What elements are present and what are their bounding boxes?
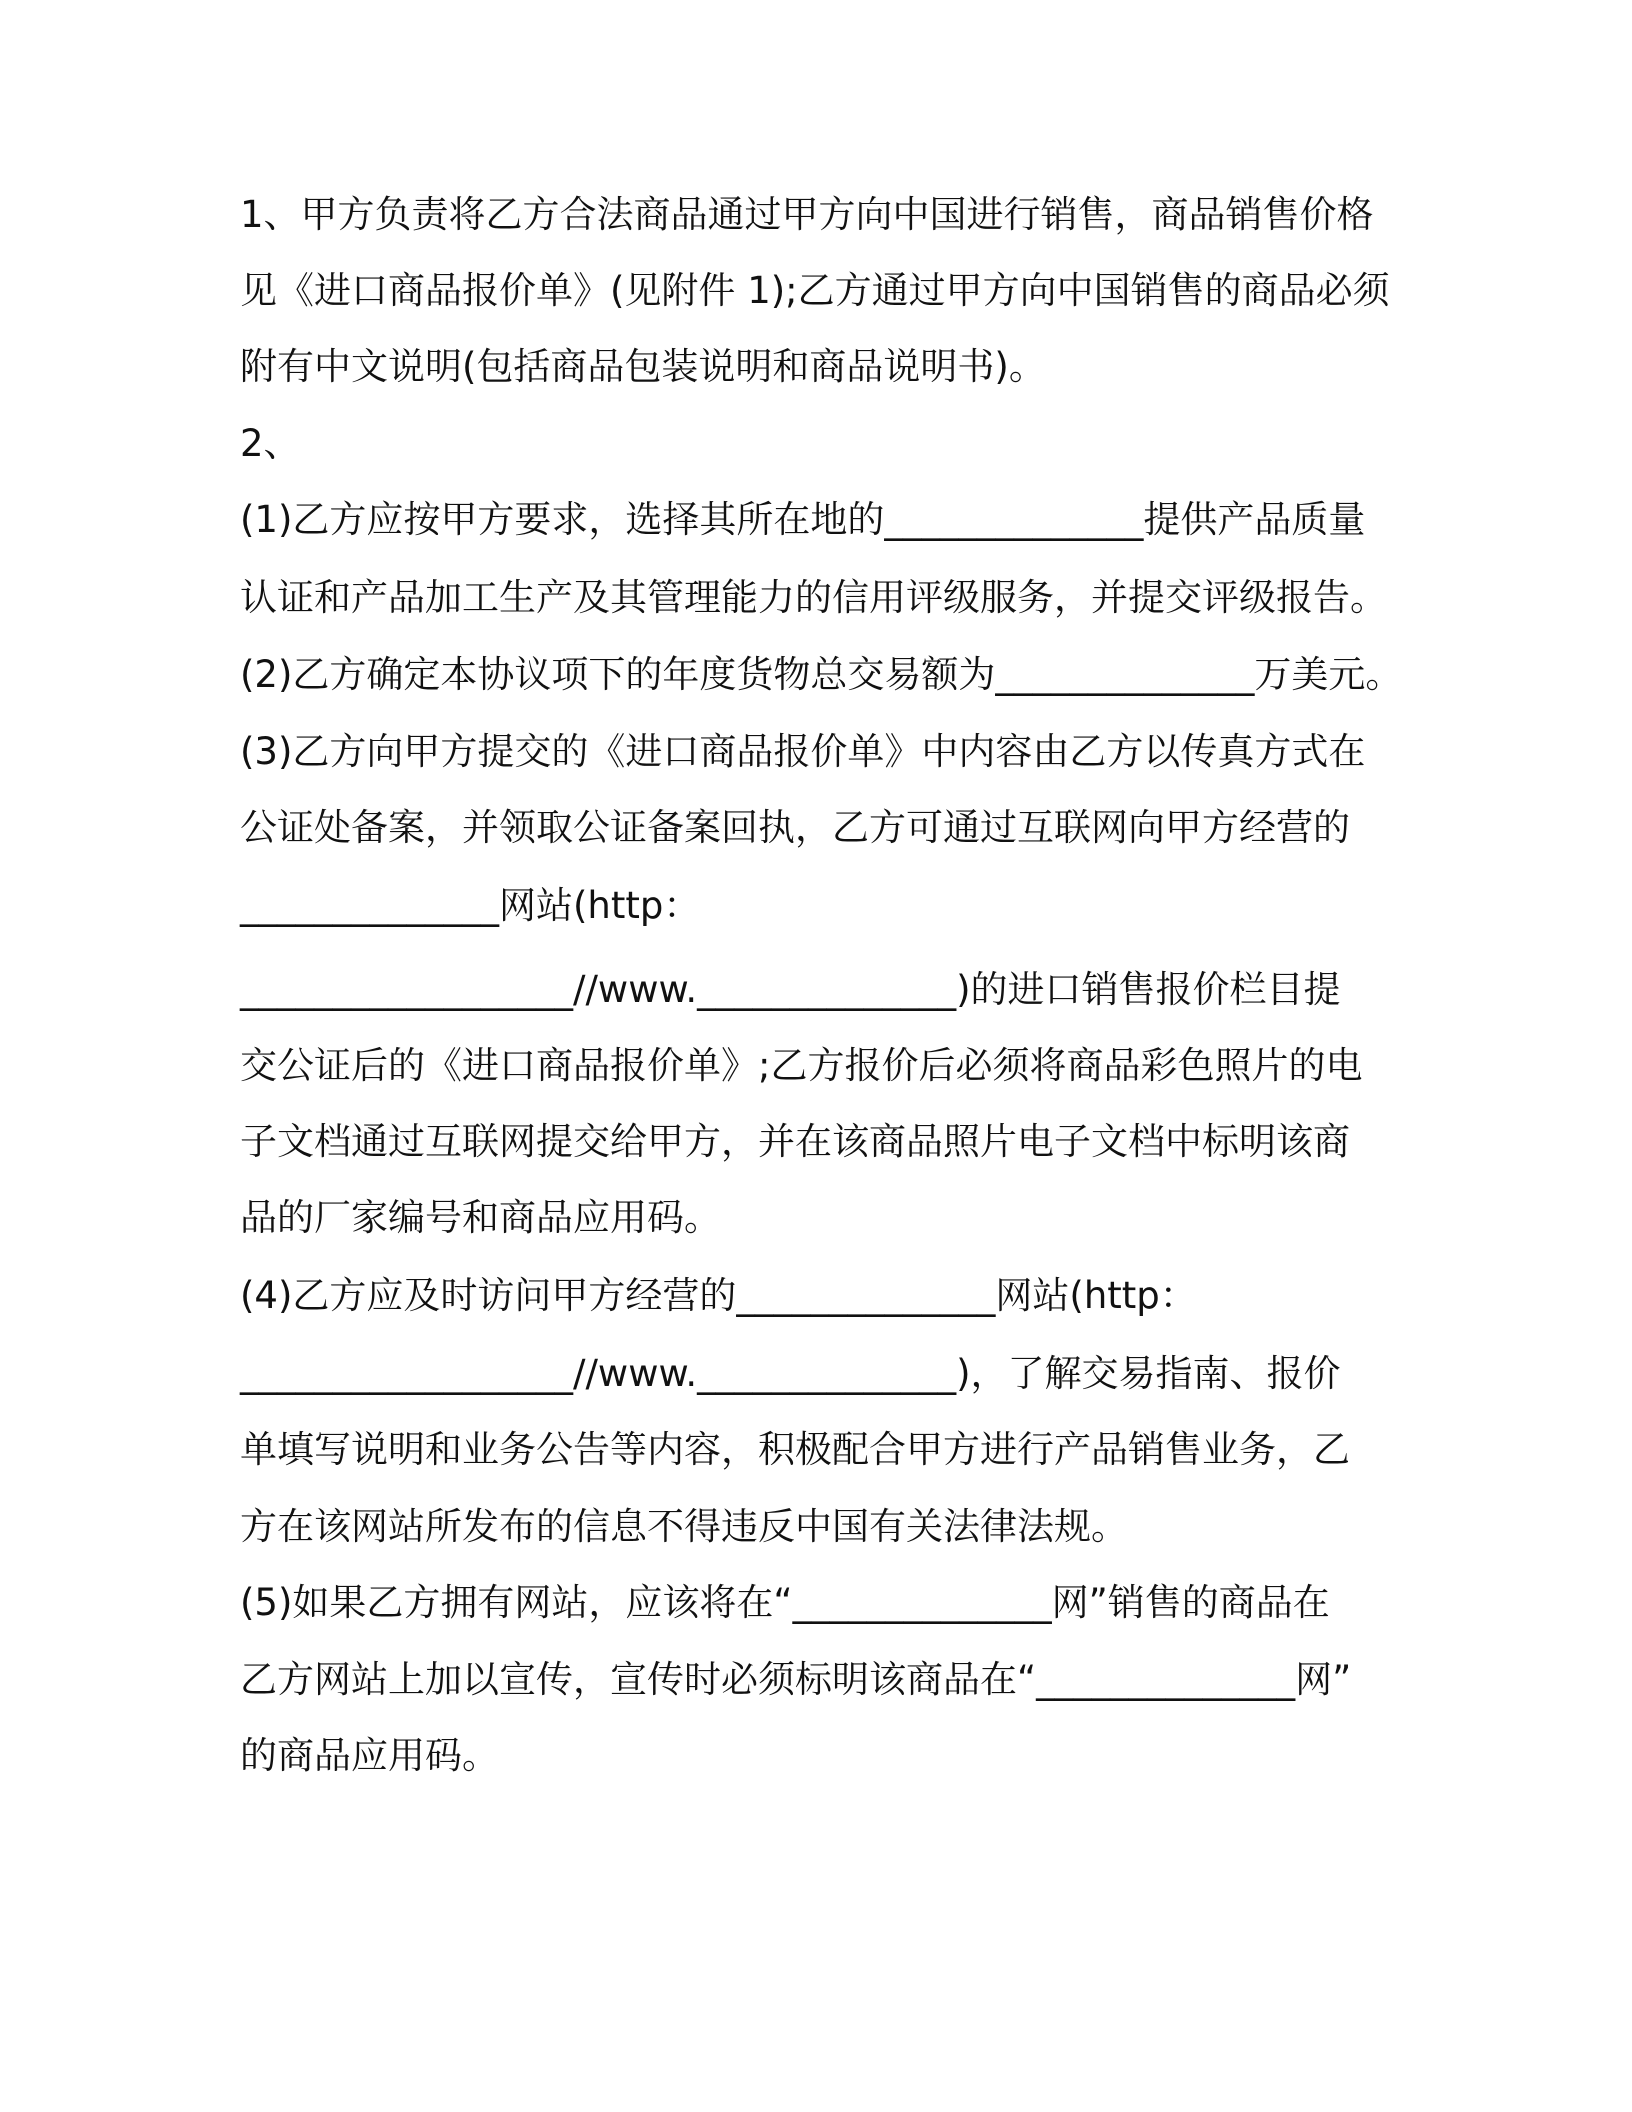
paragraph-line-19: (5)如果乙方拥有网站，应该将在“______________网”销售的商品在	[240, 1581, 1330, 1624]
paragraph-line-15: (4)乙方应及时访问甲方经营的______________网站(http：	[240, 1274, 1197, 1317]
paragraph-line-10: ______________网站(http：	[240, 884, 701, 927]
section-number-2: 2、	[240, 422, 301, 465]
paragraph-line-11: __________________//www.______________)的进口销售报价栏目提	[240, 968, 1341, 1011]
paragraph-line-9: 公证处备案，并领取公证备案回执，乙方可通过互联网向甲方经营的	[240, 806, 1350, 849]
paragraph-line-18: 方在该网站所发布的信息不得违反中国有关法律法规。	[240, 1505, 1128, 1548]
paragraph-line-8: (3)乙方向甲方提交的《进口商品报价单》中内容由乙方以传真方式在	[240, 730, 1366, 773]
paragraph-line-1: 1、甲方负责将乙方合法商品通过甲方向中国进行销售，商品销售价格	[240, 193, 1374, 236]
paragraph-line-5: (1)乙方应按甲方要求，选择其所在地的______________提供产品质量	[240, 498, 1366, 541]
paragraph-line-3: 附有中文说明(包括商品包装说明和商品说明书)。	[240, 345, 1046, 388]
paragraph-line-13: 子文档通过互联网提交给甲方，并在该商品照片电子文档中标明该商	[240, 1120, 1350, 1163]
paragraph-line-2: 见《进口商品报价单》(见附件 1);乙方通过甲方向中国销售的商品必须	[240, 269, 1390, 312]
paragraph-line-20: 乙方网站上加以宣传，宣传时必须标明该商品在“______________网”	[240, 1658, 1352, 1701]
paragraph-line-6: 认证和产品加工生产及其管理能力的信用评级服务，并提交评级报告。	[240, 576, 1387, 619]
paragraph-line-21: 的商品应用码。	[240, 1734, 499, 1777]
paragraph-line-12: 交公证后的《进口商品报价单》;乙方报价后必须将商品彩色照片的电	[240, 1044, 1363, 1087]
paragraph-line-16: __________________//www.______________)，了解交易指南、报价	[240, 1352, 1341, 1395]
paragraph-line-7: (2)乙方确定本协议项下的年度货物总交易额为______________万美元。	[240, 653, 1403, 696]
paragraph-line-17: 单填写说明和业务公告等内容，积极配合甲方进行产品销售业务，乙	[240, 1428, 1350, 1471]
paragraph-line-14: 品的厂家编号和商品应用码。	[240, 1196, 721, 1239]
